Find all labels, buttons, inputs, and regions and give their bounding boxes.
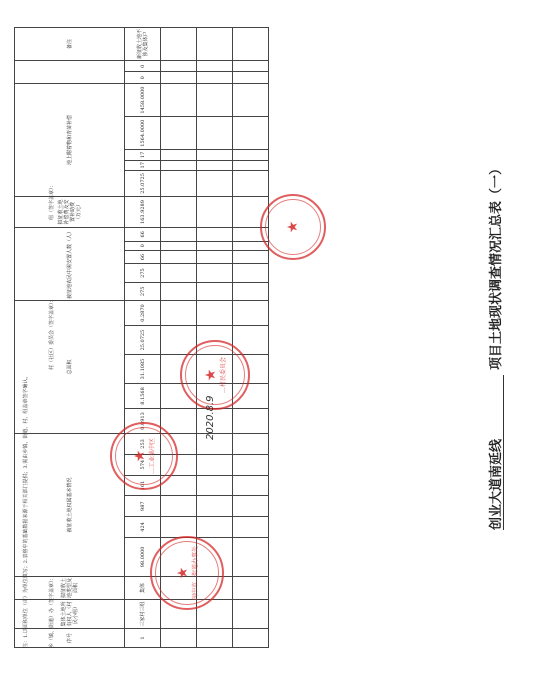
cell-v2: 424 bbox=[125, 517, 161, 538]
header-basic-info: 被征收土地权属基本情况 bbox=[15, 434, 125, 577]
cell-v4: 161 bbox=[125, 475, 161, 496]
cell-v26: 0 bbox=[125, 61, 161, 73]
cell-v3: 987 bbox=[125, 496, 161, 517]
cell-v20: 25.0725 bbox=[125, 170, 161, 196]
header-land-type: 拟征收土地类型及面积 bbox=[15, 577, 125, 600]
header-compensation: 拟征收土地补偿费及安置补助费（万元） bbox=[15, 197, 125, 228]
cell-v11: 0.2870 bbox=[125, 301, 161, 326]
footnote: 注：1.以面积单位（亩）为单位填写；2.表格中的基础数据来源于相关部门提供；3.需由乡镇、街道、村、组盖章签字确认。 bbox=[23, 373, 29, 648]
cell-v22: 17 bbox=[125, 150, 161, 160]
stamp-3: ★ …工业集中区 bbox=[110, 422, 178, 490]
signer-village: 村（社区）委员会（签字盖章）： bbox=[49, 297, 55, 370]
cell-v9: 31.1085 bbox=[125, 355, 161, 384]
cell-v21: 17 bbox=[125, 160, 161, 170]
cell-type: 集体 bbox=[125, 577, 161, 600]
cell-v15: 66 bbox=[125, 250, 161, 264]
project-name-underline bbox=[503, 435, 504, 530]
stamp-4: ★ bbox=[260, 194, 326, 260]
header-remark: 备注 bbox=[15, 28, 125, 61]
cell-v18: 66 bbox=[125, 228, 161, 242]
cell-v14: 275 bbox=[125, 264, 161, 282]
table-row-empty bbox=[233, 28, 269, 648]
title-underline bbox=[503, 375, 504, 435]
signer-group: 组（签字盖章）： bbox=[49, 182, 55, 220]
header-unit: 集体土地所有权人（村民小组） bbox=[15, 600, 125, 629]
handwritten-date: 2020.8.9 bbox=[205, 395, 216, 440]
header-ag-dep: 被征地农民中需安置人数（人） bbox=[15, 228, 125, 301]
cell-seq: 1 bbox=[125, 629, 161, 648]
cell-v8: 8.1568 bbox=[125, 383, 161, 408]
stamp-1: ★ 阆中市…街道办事处 bbox=[150, 536, 224, 610]
signer-township: 乡（镇、街道）办（签字盖章）： bbox=[49, 575, 55, 648]
header-remark-a bbox=[15, 61, 125, 84]
cell-v24: 1458.0000 bbox=[125, 84, 161, 117]
cell-v13: 275 bbox=[125, 282, 161, 300]
cell-v10: 25.0725 bbox=[125, 326, 161, 355]
cell-unit: 三家村三组 bbox=[125, 600, 161, 629]
cell-remark: 新征收土地不涉及集体户 bbox=[125, 28, 161, 61]
header-building: 地上附着物和青苗补偿 bbox=[15, 84, 125, 197]
cell-v5: 574 bbox=[125, 454, 161, 475]
document-title: 项目土地现状调查情况汇总表（一） bbox=[489, 161, 504, 370]
project-name: 创业大道南延线 bbox=[489, 438, 504, 530]
cell-v25: 0 bbox=[125, 72, 161, 84]
cell-v16: 0 bbox=[125, 241, 161, 250]
header-area: 总面积 bbox=[15, 301, 125, 434]
header-seq: 序号 bbox=[15, 629, 125, 648]
cell-v23: 1564.0000 bbox=[125, 117, 161, 150]
cell-v6: 253 bbox=[125, 434, 161, 455]
cell-v7: 0.0913 bbox=[125, 408, 161, 433]
cell-v19: 163.9289 bbox=[125, 197, 161, 228]
stamp-2: ★ …村民委员会 bbox=[180, 340, 250, 410]
cell-v1: 98.0000 bbox=[125, 537, 161, 576]
